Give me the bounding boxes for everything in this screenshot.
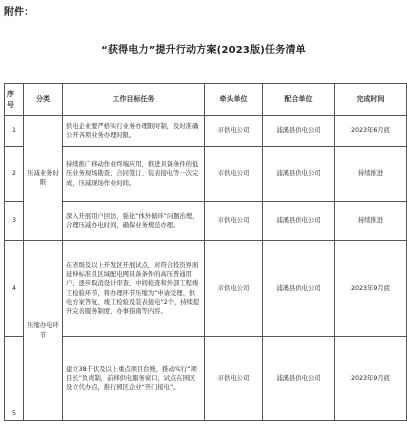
- category-cell: 压减业务时限: [24, 116, 63, 241]
- task-table: [4, 83, 407, 421]
- cooperating-unit-cell: 浦溪县供电公司: [263, 241, 335, 337]
- row-index: 3: [5, 202, 24, 241]
- cooperating-unit-cell: 浦溪县供电公司: [263, 116, 335, 147]
- row-index: 1: [5, 116, 24, 147]
- header-task: 工作目标任务: [63, 84, 205, 116]
- table-row: [5, 241, 407, 337]
- table-row: [5, 116, 407, 147]
- table-header-row: [5, 84, 407, 116]
- cooperating-unit-cell: 浦溪县供电公司: [263, 337, 335, 421]
- deadline-cell: 持续推进: [335, 147, 407, 202]
- cooperating-unit-cell: 浦溪县供电公司: [263, 202, 335, 241]
- table-row: [5, 202, 407, 241]
- row-index: 2: [5, 147, 24, 202]
- header-index: 序号: [5, 84, 24, 116]
- header-category: 分类: [24, 84, 63, 116]
- document-title: “获得电力”提升行动方案(2023版)任务清单: [101, 45, 306, 56]
- category-cell: 压缩办电环节: [24, 241, 63, 421]
- lead-unit-cell: 市供电公司: [205, 202, 263, 241]
- header-lead-unit: 牵头单位: [205, 84, 263, 116]
- deadline-cell: 2023年9月底: [335, 337, 407, 421]
- attachment-label: 附件：: [4, 7, 34, 18]
- cooperating-unit-cell: 浦溪县供电公司: [263, 147, 335, 202]
- task-cell: 持续推广移动作业终端应用，推进具备条件的低压业务现场勘查、合同签订、装表接电等一次完成，压减现场作业时间。: [63, 147, 205, 202]
- task-cell: 在省级及以上开发区开展试点，对符合投资界面延伸标准且区域配电网具备条件的高压普通用户，逐步取消设计审查、中间检查和外部工程竣工检验环节，将办理环节压缩为“申请受理、供电方案答复、竣工检验及装表接电”2个，持续提升完善服务制度、办事指南等内容。: [63, 241, 205, 337]
- table-row: [5, 147, 407, 202]
- lead-unit-cell: 市供电公司: [205, 241, 263, 337]
- lead-unit-cell: 市供电公司: [205, 116, 263, 147]
- task-cell: 建立38千伏及以上重点项目台账，推动实行“项目长”负责制，前移供电服务窗口，试点在园区设立代办点，推行园区企业“开门接电”。: [63, 337, 205, 421]
- task-cell: 深入开展用户回访，强化“体外循环”问题治理，合理压减办电时间，确保业务规范办理。: [63, 202, 205, 241]
- deadline-cell: 持续推进: [335, 202, 407, 241]
- header-deadline: 完成时间: [335, 84, 407, 116]
- deadline-cell: 2023年9月底: [335, 241, 407, 337]
- table-row: [5, 337, 407, 421]
- header-cooperating-unit: 配合单位: [263, 84, 335, 116]
- row-index: 5: [5, 337, 24, 421]
- task-cell: 供电企业要严格实行业务办理限时制，及时准确公开各项业务办理时限。: [63, 116, 205, 147]
- lead-unit-cell: 市供电公司: [205, 147, 263, 202]
- row-index: 4: [5, 241, 24, 337]
- deadline-cell: 2023年6月底: [335, 116, 407, 147]
- lead-unit-cell: 市供电公司: [205, 337, 263, 421]
